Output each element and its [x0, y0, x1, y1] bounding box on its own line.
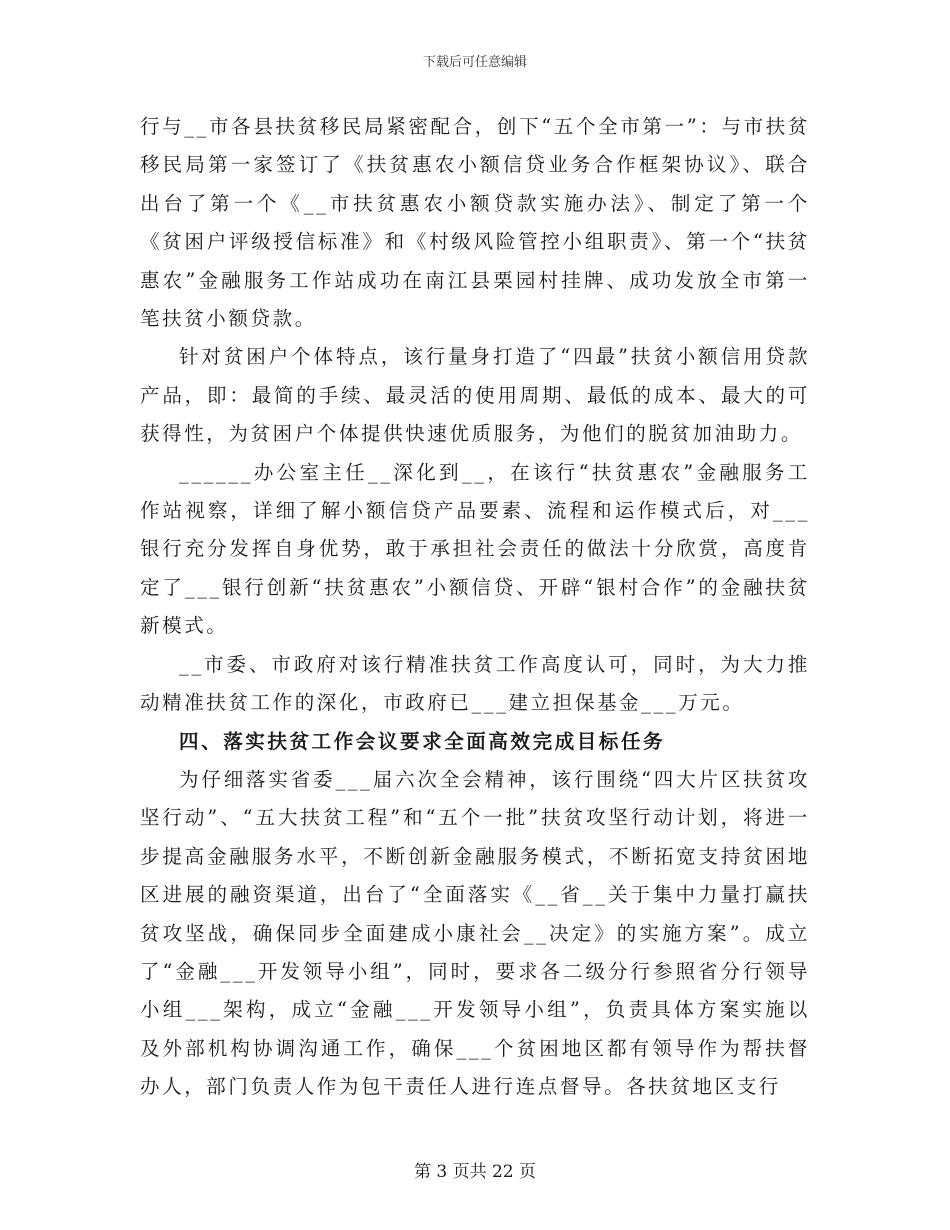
page-footer: 第 3 页共 22 页 [413, 1162, 537, 1182]
paragraph-government: __市委、市政府对该行精准扶贫工作高度认可，同时，为大力推动精准扶贫工作的深化，市政府已___建立担保基金___万元。 [140, 652, 810, 715]
page-header: 下载后可任意编辑 [422, 55, 527, 70]
section-heading: 四、落实扶贫工作会议要求全面高效完成目标任务 [179, 729, 666, 753]
paragraph-continuation: 行与__市各县扶贫移民局紧密配合，创下“五个全市第一”：与市扶贫移民局第一家签订了《扶贫惠农小额信贷业务合作框架协议》、联合出台了第一个《__市扶贫惠农小额贷款实施办法》、制定了第一个《贫困户评级授信标准》和《村级风险管控小组职责》、第一个“扶贫惠农”金融服务工作站成功在南江县栗园村挂牌、成功发放全市第一笔扶贫小额贷款。 [140, 115, 810, 331]
paragraph-inspection: ______办公室主任__深化到__，在该行“扶贫惠农”金融服务工作站视察，详细了解小额信贷产品要素、流程和运作模式后，对___银行充分发挥自身优势，敢于承担社会责任的做法十分欣赏，高度肯定了___银行创新“扶贫惠农”小额信贷、开辟“银村合作”的金融扶贫新模式。 [140, 460, 810, 638]
paragraph-section-four: 为仔细落实省委___届六次全会精神，该行围绕“四大片区扶贫攻坚行动”、“五大扶贫工程”和“五个一批”扶贫攻坚行动计划，将进一步提高金融服务水平，不断创新金融服务模式，不断拓宽支持贫困地区进展的融资渠道，出台了“全面落实《__省__关于集中力量打赢扶贫攻坚战，确保同步全面建成小康社会__决定》的实施方案”。成立了“金融___开发领导小组”，同时，要求各二级分行参照省分行领导小组___架构，成立“金融___开发领导小组”，负责具体方案实施以及外部机构协调沟通工作，确保___个贫困地区都有领导作为帮扶督办人，部门负责人作为包干责任人进行连点督导。各扶贫地区支行 [140, 767, 810, 1099]
paragraph-product: 针对贫困户个体特点，该行量身打造了“四最”扶贫小额信用贷款产品，即：最简的手续、最灵活的使用周期、最低的成本、最大的可获得性，为贫困户个体提供快速优质服务，为他们的脱贫加油助力。 [140, 345, 810, 446]
document-body [140, 108, 810, 1107]
